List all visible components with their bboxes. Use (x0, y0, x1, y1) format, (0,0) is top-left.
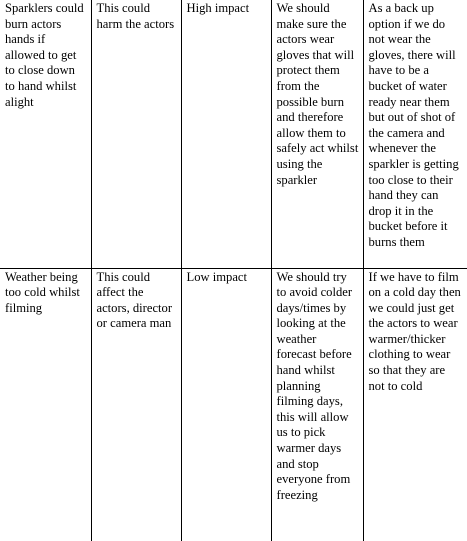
harm-cell: This could affect the actors, director or camera man (91, 268, 181, 541)
impact-cell: High impact (181, 0, 271, 268)
control-measure-cell: We should try to avoid colder days/times by looking at the weather forecast before hand whilst planning filming days, this will allow us to pick warmer days and stop everyone from freezing (271, 268, 363, 541)
hazard-cell: Sparklers could burn actors hands if allowed to get to close down to hand whilst alight (0, 0, 91, 268)
backup-plan-cell: If we have to film on a cold day then we could just get the actors to wear warmer/thicker clothing to wear so that they are not to cold (363, 268, 467, 541)
harm-cell: This could harm the actors (91, 0, 181, 268)
hazard-cell: Weather being too cold whilst filming (0, 268, 91, 541)
impact-cell: Low impact (181, 268, 271, 541)
table-row (0, 268, 467, 541)
table-row (0, 0, 467, 268)
backup-plan-cell: As a back up option if we do not wear the gloves, there will have to be a bucket of water ready near them but out of shot of the camera and whenever the sparkler is getting too close to their hand they can drop it in the bucket before it burns them (363, 0, 467, 268)
control-measure-cell: We should make sure the actors wear gloves that will protect them from the possible burn and therefore allow them to safely act whilst using the sparkler (271, 0, 363, 268)
